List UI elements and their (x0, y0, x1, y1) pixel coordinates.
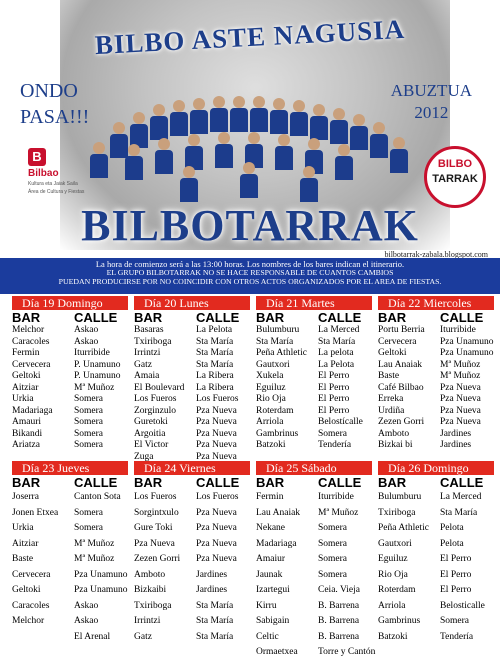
calle-header: CALLE (74, 475, 118, 490)
bar-name: Basaras (134, 325, 164, 335)
street-name: El Perro (318, 405, 350, 416)
street-name: Pza Unamuno (74, 585, 128, 595)
bar-name: Lau Anaiak (256, 507, 301, 518)
bar-name: Sorgintxulo (134, 507, 179, 518)
bar-name: Urkia (12, 523, 34, 533)
group-member (250, 96, 268, 132)
calle-column (440, 311, 500, 463)
schedule-week-2 (12, 461, 496, 661)
bar-name: Kirru (256, 600, 277, 611)
street-name: Iturribide (440, 325, 476, 335)
street-name: El Perro (318, 382, 350, 393)
street-name: Pza Nueva (196, 507, 237, 518)
street-name: Tendería (440, 631, 474, 642)
day-column (378, 476, 500, 661)
street-name: La Ribera (196, 382, 234, 393)
street-name: La Merced (440, 492, 482, 502)
ondo-line-2: PASA!!! (20, 106, 90, 128)
group-member (215, 132, 233, 168)
bar-name: Fermin (256, 492, 284, 502)
bar-name: Amboto (378, 428, 410, 439)
street-name: La Pelota (318, 359, 355, 370)
bar-name: Guretoki (134, 417, 168, 427)
bar-name: Gatz (134, 631, 152, 642)
street-name: El Arenal (74, 631, 111, 642)
group-member (270, 98, 288, 134)
street-name: Somera (74, 523, 104, 533)
bar-column (378, 311, 440, 463)
day-column (256, 476, 378, 661)
group-member (150, 104, 168, 140)
street-name: Sta María (196, 348, 234, 358)
month-label: ABUZTUA (390, 81, 472, 100)
street-name: P. Unamuno (74, 371, 121, 381)
calle-column (196, 311, 256, 463)
group-member (230, 96, 248, 132)
bar-name: Nekane (256, 523, 286, 533)
street-name: Somera (74, 440, 104, 450)
street-name: Pza Nueva (196, 554, 237, 564)
street-name: La Ribera (196, 371, 234, 381)
notice-line-3: PUEDAN PRODUCIRSE POR NO COINCIDIR CON OTROS ACTOS ORGANIZADOS POR EL AREA DE FIESTAS. (58, 276, 442, 286)
bar-name: Bikandi (12, 428, 43, 439)
calle-column (74, 476, 134, 661)
street-name: Pza Nueva (196, 428, 237, 439)
bar-name: Gambrinus (256, 428, 299, 439)
street-name: Mª Muñoz (440, 371, 481, 381)
street-name: Pelota (440, 538, 464, 549)
bar-name: Txiriboga (134, 336, 172, 347)
bar-name: Baste (12, 554, 34, 564)
bar-name: Zuga (134, 451, 154, 462)
day-headers-row (12, 461, 496, 475)
bar-name: Amauri (12, 417, 42, 427)
street-name: Torre y Cantón (318, 647, 376, 657)
street-name: P. Unamuno (74, 359, 121, 370)
bar-name: Zezen Gorri (134, 554, 181, 564)
bar-name: Aitziar (12, 538, 39, 549)
bar-name: Ariatza (12, 440, 40, 450)
bar-name: Baste (378, 371, 400, 381)
bar-column (256, 311, 318, 463)
street-name: Iturribide (318, 492, 354, 502)
street-name: Belostícalle (318, 417, 363, 427)
street-name: Sta María (196, 600, 234, 611)
street-name: Mª Muñoz (74, 554, 115, 564)
bilbao-logo-caption-1: Kultura eta Jaiak Saila (28, 181, 78, 187)
street-name: Sta María (196, 336, 234, 347)
group-photo (80, 82, 420, 212)
street-name: Somera (74, 428, 104, 439)
street-name: Belosticalle (440, 600, 485, 611)
street-name: Mª Muñoz (74, 382, 115, 393)
street-name: B. Barrena (318, 600, 360, 611)
group-member (300, 166, 318, 202)
group-member (170, 100, 188, 136)
bar-name: Arriola (256, 417, 284, 427)
day-column (134, 476, 256, 661)
street-name: Sta María (196, 359, 234, 370)
day-header: Día 20 Lunes (134, 296, 250, 310)
bar-name: Melchor (12, 616, 45, 626)
bar-name: El Boulevard (134, 382, 185, 393)
day-header: Día 26 Domingo (378, 461, 494, 475)
day-column (12, 311, 134, 463)
notice-line-2: EL GRUPO BILBOTARRAK NO SE HACE RESPONSABLE DE CUANTOS CAMBIOS (106, 268, 394, 277)
street-name: Jardines (440, 440, 472, 450)
street-name: Mª Muñoz (318, 507, 359, 518)
bar-name: Gure Toki (134, 523, 173, 533)
group-member (330, 108, 348, 144)
street-name: El Perro (440, 569, 472, 580)
street-name: Pza Nueva (196, 440, 237, 450)
day-header: Día 22 Miercoles (378, 296, 494, 310)
group-member (370, 122, 388, 158)
street-name: El Perro (440, 554, 472, 564)
bar-name: Gatz (134, 359, 152, 370)
street-name: Los Fueros (196, 394, 239, 404)
group-member (210, 96, 228, 132)
day-header: Día 25 Sábado (256, 461, 372, 475)
bar-name: Eguiluz (256, 382, 286, 393)
bar-name: Zezen Gorri (378, 417, 425, 427)
day-column (378, 311, 500, 463)
street-name: Somera (318, 554, 348, 564)
date-label (391, 80, 472, 124)
street-name: Somera (74, 507, 104, 518)
bar-name: Sabigain (256, 616, 290, 626)
street-name: Somera (74, 417, 104, 427)
bar-column (378, 476, 440, 661)
bar-name: Gambrinus (378, 616, 421, 626)
group-member (155, 138, 173, 174)
street-name: B. Barrena (318, 616, 360, 626)
street-name: Somera (318, 523, 348, 533)
bar-name: Roterdam (256, 405, 294, 416)
bar-name: Cervecera (12, 359, 51, 370)
bar-name: Peña Athletic (378, 523, 429, 533)
bar-name: Arriola (378, 600, 406, 611)
group-member (180, 166, 198, 202)
group-member (185, 134, 203, 170)
group-member (125, 144, 143, 180)
bar-header: BAR (378, 310, 407, 325)
street-name: Pelota (440, 523, 464, 533)
street-name: Mª Muñoz (74, 538, 115, 549)
street-name: Sta María (318, 336, 356, 347)
street-name: Pza Nueva (440, 382, 481, 393)
bar-name: Eguiluz (378, 554, 408, 564)
group-member (190, 98, 208, 134)
bar-name: Urkia (12, 394, 34, 404)
street-name: Sta María (196, 631, 234, 642)
bar-name: Café Bilbao (378, 382, 424, 393)
bar-name: Zorginzulo (134, 405, 177, 416)
street-name: Ceia. Vieja (318, 585, 360, 595)
bilbao-logo-caption-2: Área de Cultura y Fiestas (28, 189, 85, 195)
street-name: Jardines (440, 428, 472, 439)
street-name: El Perro (318, 394, 350, 404)
bar-header: BAR (378, 475, 407, 490)
street-name: Mª Muñoz (440, 359, 481, 370)
bar-name: Aitziar (12, 382, 39, 393)
bar-name: Pza Nueva (134, 538, 175, 549)
street-name: Askao (74, 616, 99, 626)
day-header: Día 21 Martes (256, 296, 372, 310)
bar-name: Geltoki (12, 585, 41, 595)
notice-banner (0, 258, 500, 294)
street-name: Somera (318, 569, 348, 580)
group-member (390, 137, 408, 173)
street-name: Askao (74, 325, 99, 335)
bar-header: BAR (134, 475, 163, 490)
day-columns (12, 311, 496, 463)
bar-name: Cervecera (12, 569, 51, 580)
bar-name: Caracoles (12, 336, 50, 347)
bar-name: Ormaetxea (256, 647, 298, 657)
bar-name: Argoitia (134, 428, 166, 439)
street-name: La pelota (318, 348, 354, 358)
ondo-pasa-text (20, 78, 89, 130)
year-label: 2012 (414, 103, 449, 122)
bar-column (256, 476, 318, 661)
bar-name: Izartegui (256, 585, 290, 595)
street-name: Pza Unamuno (440, 348, 494, 358)
street-name: Somera (318, 428, 348, 439)
calle-header: CALLE (318, 475, 362, 490)
street-name: Pza Nueva (196, 405, 237, 416)
bar-name: Geltoki (378, 348, 407, 358)
street-name: Sta María (440, 507, 478, 518)
street-name: Jardines (196, 585, 228, 595)
bar-name: Txiriboga (134, 600, 172, 611)
street-name: Pza Nueva (196, 538, 237, 549)
bar-name: Gautxori (256, 359, 290, 370)
badge-top-text: BILBO (437, 158, 473, 170)
bar-name: Batzoki (256, 440, 286, 450)
day-header: Día 24 Viernes (134, 461, 250, 475)
street-name: Pza Unamuno (74, 569, 128, 580)
badge-bottom-text: TARRAK (432, 173, 478, 185)
day-column (134, 311, 256, 463)
bar-name: Los Fueros (134, 394, 177, 404)
bar-name: Bizkaibi (134, 585, 167, 595)
street-name: B. Barrena (318, 631, 360, 642)
blog-url: bilbotarrak-zabala.blogspot.com (384, 250, 488, 258)
bar-name: Erreka (378, 394, 404, 404)
notice-line-1: La hora de comienzo será a las 13:00 horas. Los nombres de los bares indican el itinerario. (95, 259, 405, 269)
calle-column (440, 476, 500, 661)
bar-name: Batzoki (378, 631, 408, 642)
bar-name: Roterdam (378, 585, 416, 595)
ondo-line-1: ONDO (20, 80, 78, 102)
hero-photo-area (0, 0, 500, 258)
bar-header: BAR (134, 310, 163, 325)
street-name: Pza Unamuno (440, 336, 494, 347)
group-member (275, 134, 293, 170)
street-name: Pza Nueva (196, 417, 237, 427)
calle-column (318, 476, 378, 661)
street-name: Pza Nueva (196, 523, 237, 533)
calle-column (196, 476, 256, 661)
street-name: El Perro (318, 371, 350, 381)
street-name: Askao (74, 336, 99, 347)
bar-header: BAR (12, 475, 41, 490)
bilbao-logo (28, 148, 88, 195)
group-member (90, 142, 108, 178)
street-name: La Pelota (196, 325, 233, 335)
bar-name: Sta María (256, 336, 294, 347)
street-name: Somera (318, 538, 348, 549)
street-name: El Perro (440, 585, 472, 595)
bar-name: Bulumburu (378, 492, 422, 502)
bar-column (134, 311, 196, 463)
calle-header: CALLE (196, 310, 240, 325)
street-name: Pza Nueva (196, 451, 237, 462)
street-name: Somera (440, 616, 470, 626)
calle-header: CALLE (318, 310, 362, 325)
bar-name: Amaia (134, 371, 160, 381)
bar-name: Jaunak (256, 569, 283, 580)
schedule-week-1 (12, 296, 496, 463)
street-name: Somera (74, 394, 104, 404)
bar-name: Txiriboga (378, 507, 416, 518)
bar-name: El Victor (134, 440, 169, 450)
bar-name: Irrintzi (134, 348, 161, 358)
day-header: Día 19 Domingo (12, 296, 128, 310)
street-name: Pza Nueva (440, 405, 481, 416)
bar-name: Gautxori (378, 538, 412, 549)
street-name: Pza Nueva (440, 394, 481, 404)
bar-name: Jonen Etxea (12, 507, 59, 518)
bar-name: Amaiur (256, 554, 286, 564)
bar-header: BAR (256, 310, 285, 325)
bar-column (134, 476, 196, 661)
group-member (240, 162, 258, 198)
bar-name: Portu Berria (378, 325, 425, 335)
bar-name: Joserra (12, 492, 39, 502)
group-name-heading: BILBOTARRAK (81, 201, 419, 250)
bar-name: Irrintzi (134, 616, 161, 626)
bar-name: Geltoki (12, 371, 41, 381)
bar-name: Cervecera (378, 336, 417, 347)
bar-name: Rio Oja (378, 569, 408, 580)
street-name: Jardines (196, 569, 228, 580)
bar-column (12, 476, 74, 661)
bar-column (12, 311, 74, 463)
group-member (290, 100, 308, 136)
street-name: Pza Nueva (440, 417, 481, 427)
calle-header: CALLE (440, 310, 484, 325)
bar-name: Rio Oja (256, 394, 286, 404)
page-title: BILBO ASTE NAGUSIA (94, 13, 406, 61)
street-name: Somera (74, 405, 104, 416)
day-header: Día 23 Jueves (12, 461, 128, 475)
bar-name: Fermin (12, 348, 40, 358)
street-name: Askao (74, 600, 99, 611)
street-name: Iturribide (74, 348, 110, 358)
bilbotarrak-badge-logo (424, 146, 486, 208)
bar-name: Xukela (256, 371, 284, 381)
street-name: La Merced (318, 325, 360, 335)
bar-header: BAR (12, 310, 41, 325)
bar-name: Madariaga (12, 405, 53, 416)
street-name: Sta María (196, 616, 234, 626)
street-name: Canton Sota (74, 492, 121, 502)
calle-column (318, 311, 378, 463)
calle-column (74, 311, 134, 463)
bar-name: Melchor (12, 325, 45, 335)
bar-name: Celtic (256, 631, 279, 642)
bar-name: Amboto (134, 569, 166, 580)
bar-name: Lau Anaiak (378, 359, 423, 370)
calle-header: CALLE (440, 475, 484, 490)
bar-name: Caracoles (12, 600, 50, 611)
street-name: Tendería (318, 440, 352, 450)
bar-name: Madariaga (256, 538, 297, 549)
bilbao-logo-text: Bilbao (28, 168, 59, 179)
bar-name: Peña Athletic (256, 348, 307, 358)
day-column (12, 476, 134, 661)
group-member (310, 104, 328, 140)
day-column (256, 311, 378, 463)
group-member (130, 112, 148, 148)
bar-name: Bulumburu (256, 325, 300, 335)
bar-name: Bizkai bi (378, 440, 413, 450)
street-name: Los Fueros (196, 492, 239, 502)
bar-header: BAR (256, 475, 285, 490)
calle-header: CALLE (74, 310, 118, 325)
bilbao-logo-mark: B (28, 148, 46, 166)
bar-name: Los Fueros (134, 492, 177, 502)
bar-name: Urdiña (378, 405, 405, 416)
group-member (335, 144, 353, 180)
day-headers-row (12, 296, 496, 310)
calle-header: CALLE (196, 475, 240, 490)
day-columns (12, 476, 496, 661)
